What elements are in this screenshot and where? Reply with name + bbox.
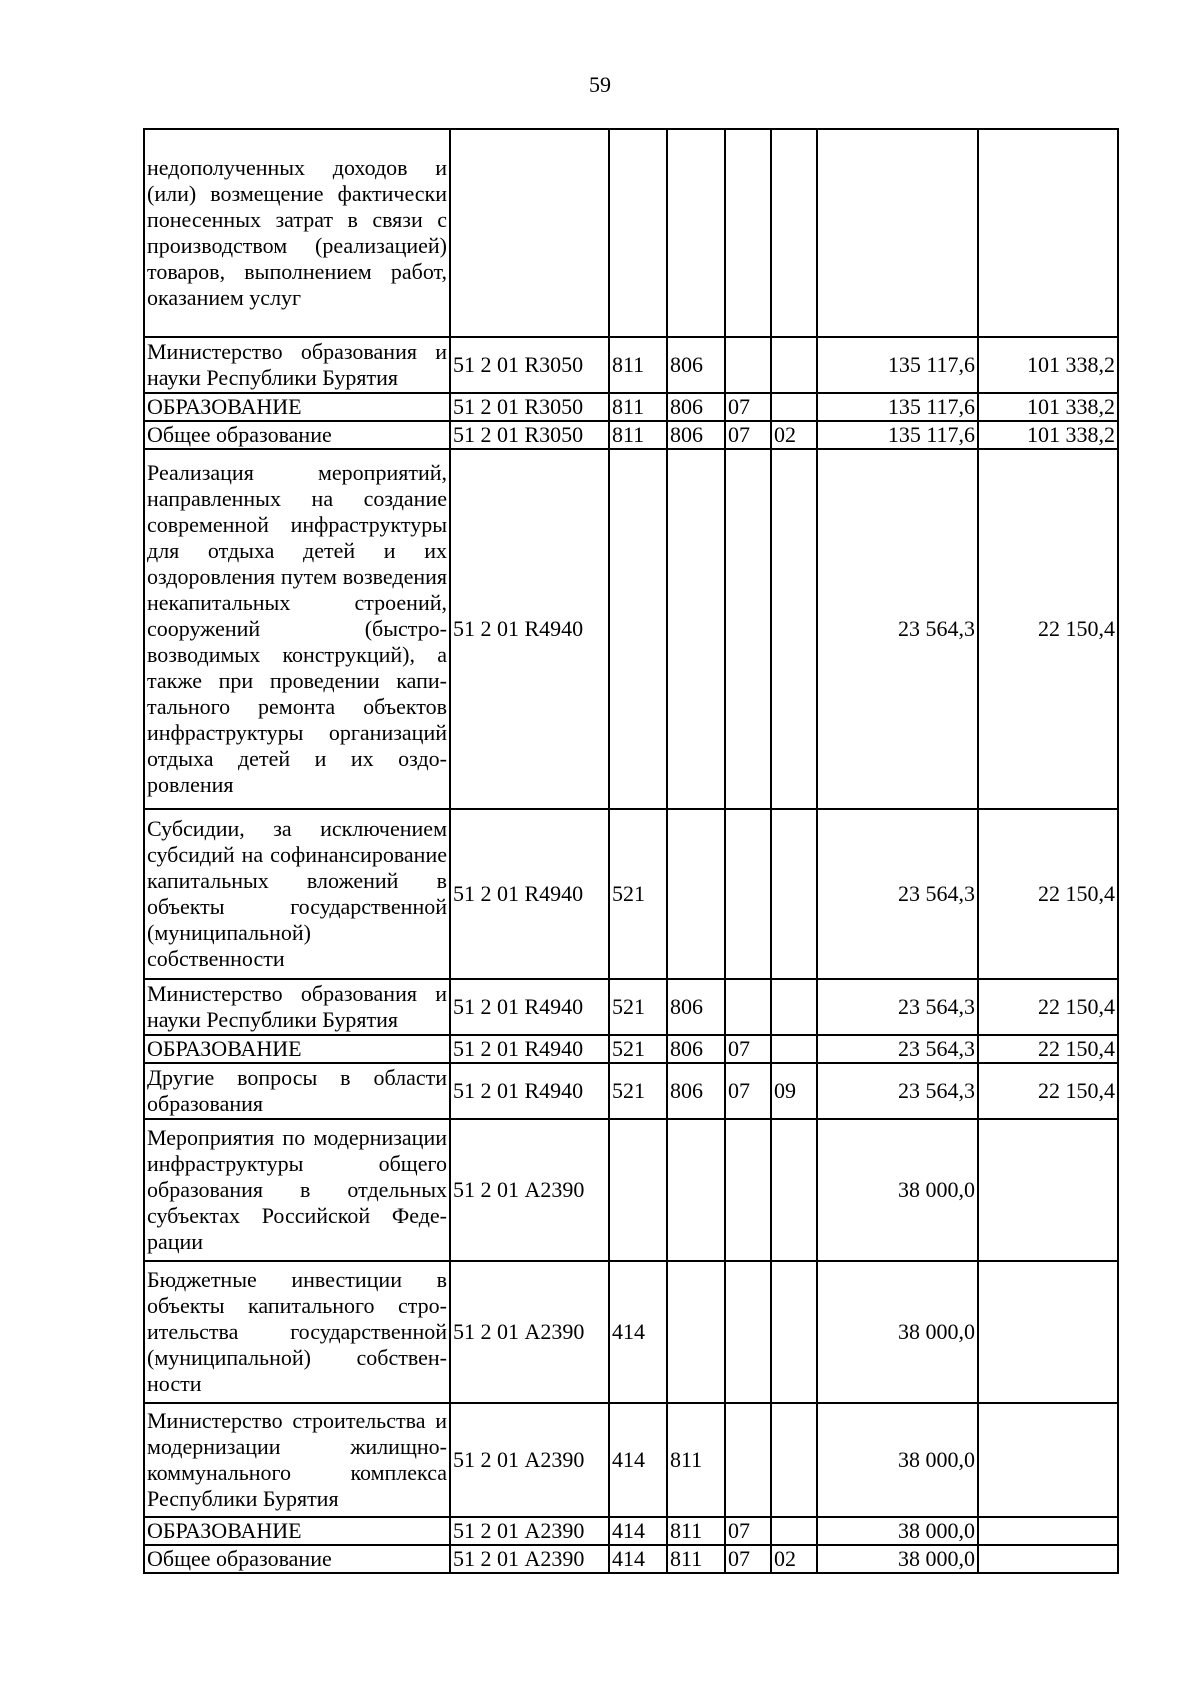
row-description: Реализация мероприятий, направленных на создание современной инфраструктуры для отдыха детей и их оздоровления путем возведения некапитальных строений, сооружений (быстровозводимых конструкций), а также при проведении капитального ремонта объектов инфраструктуры организаций отдыха детей и их оздоровления <box>144 449 450 809</box>
sum-year-2: 101 338,2 <box>978 337 1118 393</box>
subsection-code: 02 <box>771 421 817 449</box>
expense-type: 414 <box>609 1261 667 1403</box>
ministry-code: 806 <box>667 1035 725 1063</box>
sum-year-2 <box>978 1545 1118 1573</box>
sum-year-1: 38 000,0 <box>817 1261 978 1403</box>
sum-year-2: 22 150,4 <box>978 1035 1118 1063</box>
subsection-code <box>771 1403 817 1517</box>
sum-year-1: 23 564,3 <box>817 1063 978 1119</box>
subsection-code <box>771 449 817 809</box>
sum-year-1: 38 000,0 <box>817 1517 978 1545</box>
ministry-code: 806 <box>667 393 725 421</box>
ministry-code: 806 <box>667 979 725 1035</box>
section-code <box>725 129 771 337</box>
subsection-code <box>771 1035 817 1063</box>
subsection-code <box>771 979 817 1035</box>
table-row <box>144 129 1118 337</box>
ministry-code: 806 <box>667 1063 725 1119</box>
section-code: 07 <box>725 393 771 421</box>
target-article-code: 51 2 01 R4940 <box>450 979 609 1035</box>
sum-year-1: 135 117,6 <box>817 393 978 421</box>
subsection-code: 02 <box>771 1545 817 1573</box>
row-description: ОБРАЗОВАНИЕ <box>144 1035 450 1063</box>
table-row <box>144 393 1118 421</box>
row-description: Другие вопросы в области образования <box>144 1063 450 1119</box>
section-code: 07 <box>725 1035 771 1063</box>
ministry-code: 811 <box>667 1517 725 1545</box>
subsection-code <box>771 809 817 979</box>
sum-year-2 <box>978 1517 1118 1545</box>
table-row <box>144 1035 1118 1063</box>
row-description: Мероприятия по модернизации инфраструктуры общего образования в отдельных субъектах Российской Федерации <box>144 1119 450 1261</box>
section-code: 07 <box>725 1517 771 1545</box>
row-description: ОБРАЗОВАНИЕ <box>144 393 450 421</box>
subsection-code <box>771 129 817 337</box>
budget-table <box>143 128 1119 1574</box>
expense-type: 414 <box>609 1403 667 1517</box>
expense-type <box>609 449 667 809</box>
target-article-code: 51 2 01 R4940 <box>450 809 609 979</box>
section-code <box>725 1403 771 1517</box>
sum-year-2 <box>978 1261 1118 1403</box>
table-row <box>144 1403 1118 1517</box>
ministry-code <box>667 809 725 979</box>
target-article-code: 51 2 01 R3050 <box>450 393 609 421</box>
ministry-code <box>667 129 725 337</box>
row-description: Бюджетные инвестиции в объекты капитального строительства государственной (муниципальной) собственности <box>144 1261 450 1403</box>
subsection-code <box>771 1261 817 1403</box>
subsection-code <box>771 1517 817 1545</box>
sum-year-2: 101 338,2 <box>978 393 1118 421</box>
sum-year-1: 23 564,3 <box>817 979 978 1035</box>
target-article-code: 51 2 01 R3050 <box>450 421 609 449</box>
table-row <box>144 337 1118 393</box>
table-row <box>144 421 1118 449</box>
sum-year-2: 22 150,4 <box>978 1063 1118 1119</box>
row-description: Субсидии, за исключением субсидий на софинансирование капитальных вложений в объекты государственной (муниципальной) собственности <box>144 809 450 979</box>
sum-year-2 <box>978 1403 1118 1517</box>
sum-year-1: 23 564,3 <box>817 449 978 809</box>
target-article-code: 51 2 01 R4940 <box>450 1063 609 1119</box>
subsection-code <box>771 337 817 393</box>
expense-type: 811 <box>609 393 667 421</box>
row-description: Министерство образования и науки Республики Бурятия <box>144 979 450 1035</box>
expense-type: 414 <box>609 1545 667 1573</box>
section-code <box>725 979 771 1035</box>
table-row <box>144 1545 1118 1573</box>
ministry-code <box>667 449 725 809</box>
sum-year-1: 23 564,3 <box>817 1035 978 1063</box>
section-code <box>725 1119 771 1261</box>
section-code <box>725 809 771 979</box>
page-number: 59 <box>589 72 611 97</box>
sum-year-1: 135 117,6 <box>817 421 978 449</box>
section-code <box>725 449 771 809</box>
section-code <box>725 337 771 393</box>
expense-type: 811 <box>609 337 667 393</box>
ministry-code: 806 <box>667 421 725 449</box>
sum-year-1 <box>817 129 978 337</box>
target-article-code: 51 2 01 R3050 <box>450 337 609 393</box>
sum-year-1: 38 000,0 <box>817 1403 978 1517</box>
target-article-code: 51 2 01 А2390 <box>450 1517 609 1545</box>
expense-type: 521 <box>609 1063 667 1119</box>
section-code: 07 <box>725 1545 771 1573</box>
section-code <box>725 1261 771 1403</box>
subsection-code <box>771 1119 817 1261</box>
sum-year-1: 23 564,3 <box>817 809 978 979</box>
table-row <box>144 809 1118 979</box>
target-article-code: 51 2 01 R4940 <box>450 1035 609 1063</box>
target-article-code: 51 2 01 R4940 <box>450 449 609 809</box>
sum-year-2 <box>978 1119 1118 1261</box>
expense-type <box>609 129 667 337</box>
ministry-code: 811 <box>667 1545 725 1573</box>
expense-type: 521 <box>609 809 667 979</box>
sum-year-2: 22 150,4 <box>978 809 1118 979</box>
target-article-code <box>450 129 609 337</box>
expense-type: 414 <box>609 1517 667 1545</box>
row-description: Общее образование <box>144 421 450 449</box>
row-description: недополученных доходов и (или) возмещение фактически понесенных затрат в связи с производством (реализацией) товаров, выполнением работ, оказанием услуг <box>144 129 450 337</box>
expense-type: 521 <box>609 1035 667 1063</box>
target-article-code: 51 2 01 А2390 <box>450 1119 609 1261</box>
table-row <box>144 979 1118 1035</box>
table-row <box>144 1261 1118 1403</box>
target-article-code: 51 2 01 А2390 <box>450 1261 609 1403</box>
expense-type <box>609 1119 667 1261</box>
target-article-code: 51 2 01 А2390 <box>450 1545 609 1573</box>
ministry-code: 806 <box>667 337 725 393</box>
row-description: Министерство образования и науки Республики Бурятия <box>144 337 450 393</box>
table-row <box>144 1119 1118 1261</box>
sum-year-2 <box>978 129 1118 337</box>
sum-year-2: 101 338,2 <box>978 421 1118 449</box>
sum-year-1: 38 000,0 <box>817 1545 978 1573</box>
row-description: Общее образование <box>144 1545 450 1573</box>
table-row <box>144 1517 1118 1545</box>
sum-year-1: 135 117,6 <box>817 337 978 393</box>
expense-type: 521 <box>609 979 667 1035</box>
section-code: 07 <box>725 1063 771 1119</box>
table-row <box>144 449 1118 809</box>
section-code: 07 <box>725 421 771 449</box>
expense-type: 811 <box>609 421 667 449</box>
ministry-code <box>667 1119 725 1261</box>
ministry-code <box>667 1261 725 1403</box>
row-description: Министерство строительства и модернизации жилищно-коммунального комплекса Республики Бурятия <box>144 1403 450 1517</box>
table-row <box>144 1063 1118 1119</box>
sum-year-1: 38 000,0 <box>817 1119 978 1261</box>
ministry-code: 811 <box>667 1403 725 1517</box>
subsection-code <box>771 393 817 421</box>
sum-year-2: 22 150,4 <box>978 449 1118 809</box>
sum-year-2: 22 150,4 <box>978 979 1118 1035</box>
row-description: ОБРАЗОВАНИЕ <box>144 1517 450 1545</box>
subsection-code: 09 <box>771 1063 817 1119</box>
target-article-code: 51 2 01 А2390 <box>450 1403 609 1517</box>
